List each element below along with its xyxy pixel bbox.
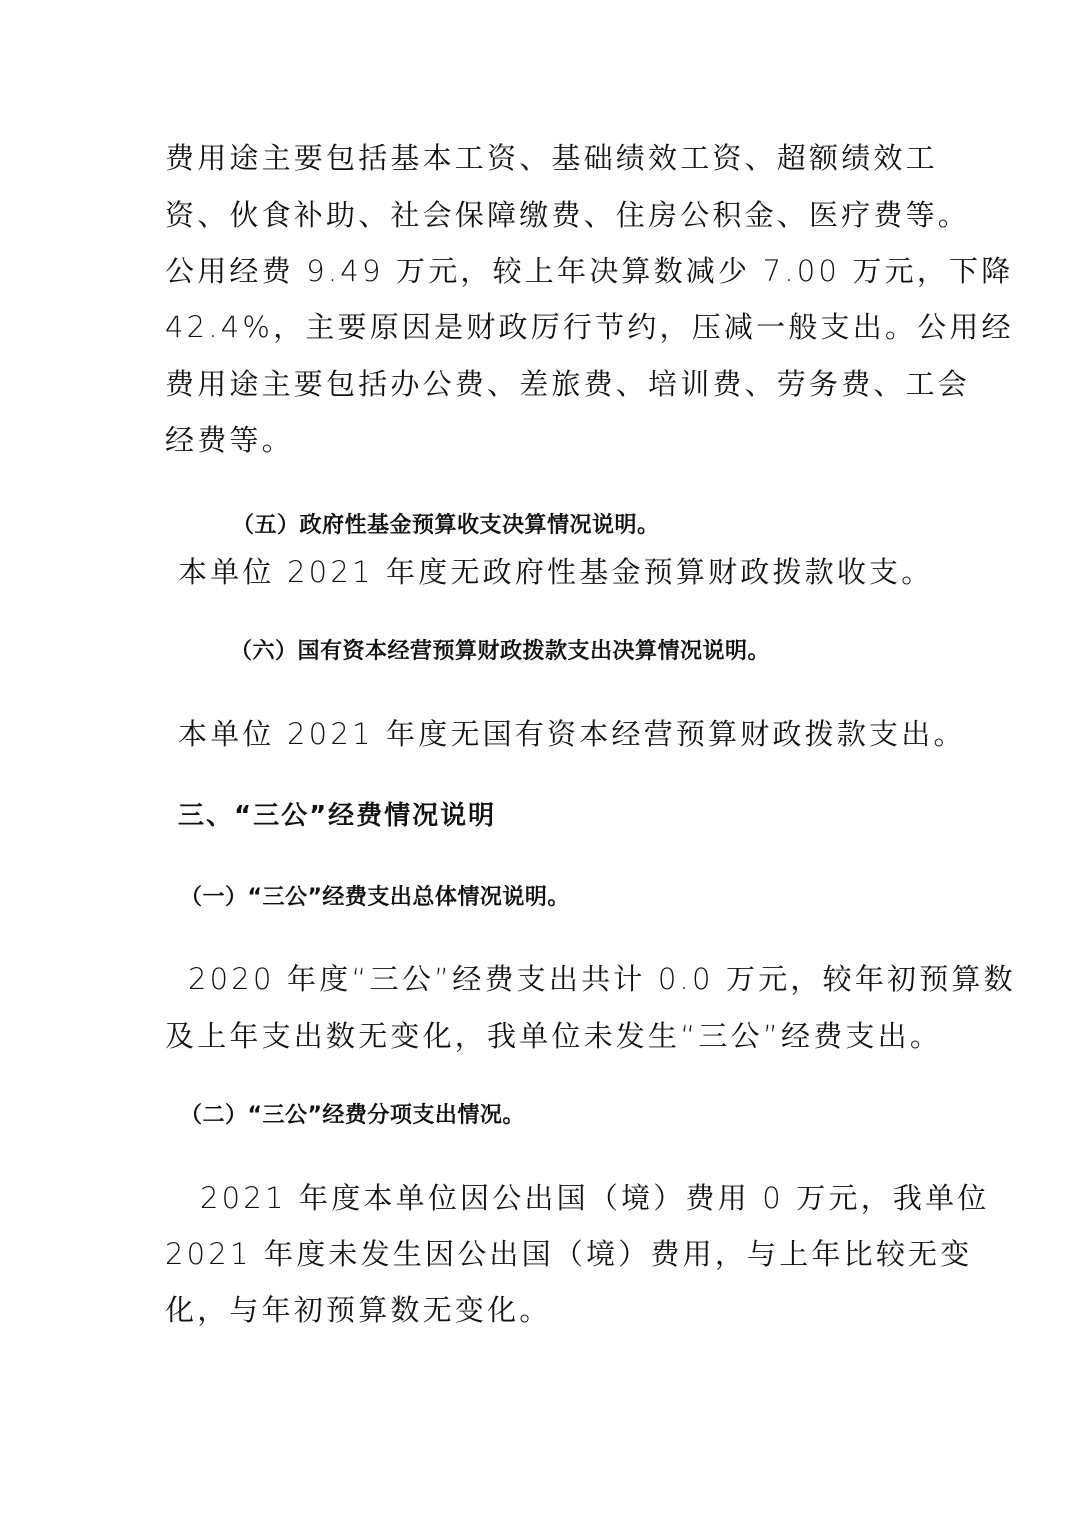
chapter-heading: 三、“三公”经费情况说明 (178, 801, 497, 831)
subsection-title: （一）“三公”经费支出总体情况说明。 (180, 885, 570, 910)
body-line: 费用途主要包括办公费、差旅费、培训费、劳务费、工会 (165, 367, 971, 401)
body-line: 费用途主要包括基本工资、基础绩效工资、超额绩效工 (165, 141, 938, 175)
body-line: 及上年支出数无变化，我单位未发生“三公”经费支出。 (165, 1019, 943, 1053)
body-line: 资、伙食补助、社会保障缴费、住房公积金、医疗费等。 (165, 198, 971, 232)
body-line: 本单位 2021 年度无国有资本经营预算财政拨款支出。 (178, 717, 966, 751)
body-line: 2021 年度本单位因公出国（境）费用 0 万元，我单位 (200, 1181, 990, 1215)
subsection-title: （二）“三公”经费分项支出情况。 (180, 1103, 525, 1128)
body-line: 42.4%，主要原因是财政厉行节约，压减一般支出。公用经 (165, 310, 1014, 344)
body-line: 2021 年度未发生因公出国（境）费用，与上年比较无变 (165, 1237, 973, 1271)
body-line: 本单位 2021 年度无政府性基金预算财政拨款收支。 (178, 555, 934, 589)
body-line: 化，与年初预算数无变化。 (165, 1293, 552, 1327)
body-line: 公用经费 9.49 万元，较上年决算数减少 7.00 万元，下降 (165, 254, 1014, 288)
section-title: （六）国有资本经营预算财政拨款支出决算情况说明。 (230, 639, 771, 664)
body-line: 经费等。 (165, 423, 294, 457)
body-line: 2020 年度“三公”经费支出共计 0.0 万元，较年初预算数 (188, 962, 1016, 996)
section-title: （五）政府性基金预算收支决算情况说明。 (232, 513, 660, 538)
